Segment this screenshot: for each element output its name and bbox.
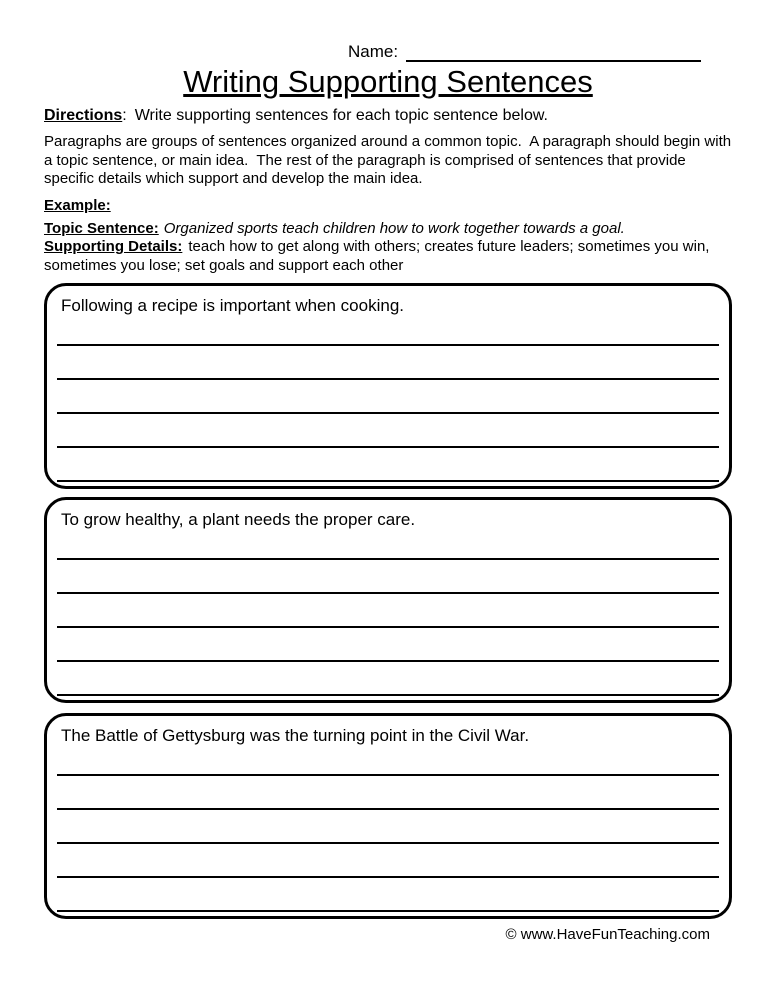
answer-lines	[55, 748, 721, 912]
example-heading: Example:	[44, 196, 111, 214]
topic-sentence: The Battle of Gettysburg was the turning point in the Civil War.	[61, 726, 530, 745]
exercise-box	[44, 713, 732, 919]
answer-line	[57, 878, 719, 912]
answer-line	[57, 776, 719, 810]
intro-paragraph: Paragraphs are groups of sentences organized around a common topic. A paragraph should begin with a topic sentence, or main idea. The rest of the paragraph is comprised of sentences that provide specific details which support and develop the main idea.	[44, 133, 736, 187]
answer-line	[57, 346, 719, 380]
exercise-box	[44, 283, 732, 489]
directions-colon: :	[122, 107, 127, 124]
answer-line	[57, 844, 719, 878]
copyright-text: © www.HaveFunTeaching.com	[505, 926, 710, 943]
example-details-line	[44, 238, 732, 275]
name-row	[348, 42, 732, 62]
directions-text: Write supporting sentences for each topic sentence below.	[134, 107, 548, 124]
topic-sentence: Following a recipe is important when cooking.	[61, 296, 405, 315]
topic-sentence-label: Topic Sentence:	[44, 219, 159, 237]
directions-line	[44, 106, 732, 125]
supporting-details-label: Supporting Details:	[44, 238, 183, 255]
answer-line	[57, 380, 719, 414]
example-topic-line	[44, 220, 732, 239]
answer-line	[57, 560, 719, 594]
answer-line	[57, 594, 719, 628]
answer-line	[57, 448, 719, 482]
topic-sentence-example: Organized sports teach children how to work together towards a goal.	[163, 219, 625, 237]
name-label: Name:	[348, 42, 399, 61]
answer-line	[57, 810, 719, 844]
answer-line	[57, 748, 719, 776]
answer-lines	[55, 318, 721, 482]
answer-line	[57, 318, 719, 346]
supporting-details-example: teach how to get along with others; creates future leaders; sometimes you win, sometimes you lose; set goals and support each other	[44, 238, 710, 274]
answer-line	[57, 628, 719, 662]
answer-line	[57, 414, 719, 448]
directions-label: Directions	[44, 107, 123, 124]
answer-line	[57, 532, 719, 560]
exercise-box	[44, 497, 732, 703]
page-title: Writing Supporting Sentences	[183, 64, 593, 99]
name-blank-line	[406, 43, 701, 62]
answer-lines	[55, 532, 721, 696]
topic-sentence: To grow healthy, a plant needs the proper care.	[61, 510, 416, 529]
exercise-list	[44, 283, 732, 919]
answer-line	[57, 662, 719, 696]
